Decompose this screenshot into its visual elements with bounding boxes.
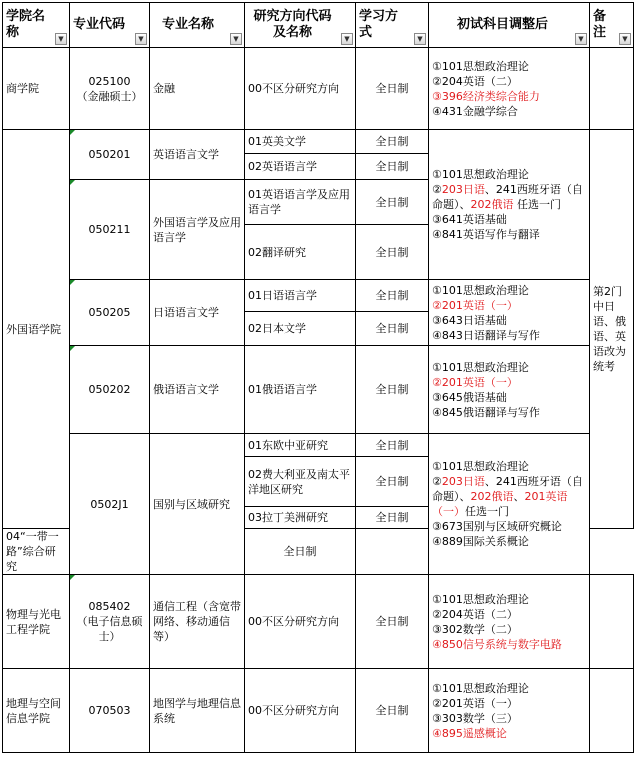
subject-changed: ④895遥感概论 — [432, 726, 507, 740]
subject-text: ①101思想政治理论 — [432, 681, 529, 695]
subject-text: ④845俄语翻译与写作 — [432, 405, 540, 419]
direction-cell: 01东欧中亚研究 — [245, 434, 356, 457]
code-cell: 050211 — [70, 180, 150, 280]
code-cell: 025100 （金融硕士） — [70, 48, 150, 130]
subject-text: ③302数学（二） — [432, 622, 518, 636]
corner-marker — [70, 346, 75, 351]
subject-line — [432, 74, 586, 89]
subject-text: ①101思想政治理论 — [432, 360, 529, 374]
major-cell: 俄语语言文学 — [150, 346, 245, 434]
subject-text: 任选一门 — [513, 198, 561, 211]
subject-text: ③643日语基础 — [432, 313, 507, 327]
subject-line — [432, 59, 586, 74]
header-direction[interactable]: 研究方向代码及名称 ▼ — [245, 3, 356, 48]
subject-line — [432, 390, 586, 405]
header-college[interactable]: 学院名称 ▼ — [3, 3, 70, 48]
direction-cell: 00不区分研究方向 — [245, 575, 356, 669]
header-remark[interactable]: 备注 ▼ — [590, 3, 634, 48]
code-cell: 050205 — [70, 280, 150, 346]
header-code[interactable]: 专业代码 ▼ — [70, 3, 150, 48]
code-cell: 085402 （电子信息硕士） — [70, 575, 150, 669]
subjects-cell — [429, 346, 590, 434]
table-row — [3, 280, 634, 312]
corner-marker — [70, 575, 75, 580]
subject-line — [432, 607, 586, 622]
college-cell: 外国语学院 — [3, 130, 70, 529]
direction-cell: 04“一带一路”综合研究 — [3, 529, 70, 575]
subject-changed: 203日语 — [441, 183, 485, 196]
corner-marker — [70, 130, 75, 135]
subject-text: ② — [432, 183, 442, 196]
subject-text: ③303数学（三） — [432, 711, 518, 725]
direction-cell: 02英语语言学 — [245, 154, 356, 180]
table-row — [3, 669, 634, 753]
mode-cell: 全日制 — [356, 575, 429, 669]
subject-line — [432, 212, 586, 227]
admission-table — [2, 2, 634, 753]
subjects-cell — [429, 48, 590, 130]
subject-text: ④889国际关系概论 — [432, 535, 529, 548]
major-cell: 金融 — [150, 48, 245, 130]
subject-text: ④841英语写作与翻译 — [432, 228, 540, 241]
subject-changed: ②201英语（一） — [432, 375, 518, 389]
subject-text: ②204英语（二） — [432, 607, 518, 621]
table-row — [3, 48, 634, 130]
table-row — [3, 346, 634, 434]
direction-cell: 01英语语言学及应用语言学 — [245, 180, 356, 225]
subjects-cell — [429, 434, 590, 575]
header-row — [3, 3, 634, 48]
direction-cell: 02翻译研究 — [245, 225, 356, 280]
remark-cell: 第2门中日语、俄语、英语改为统考 — [590, 130, 634, 529]
corner-marker — [70, 180, 75, 185]
subject-line — [432, 283, 586, 298]
subject-line — [432, 592, 586, 607]
code-cell: 050201 — [70, 130, 150, 180]
dropdown-arrow-icon[interactable]: ▼ — [135, 33, 147, 45]
subject-text: ①101思想政治理论 — [432, 460, 529, 473]
subjects-cell — [429, 575, 590, 669]
table-row — [3, 575, 634, 669]
subjects-cell — [429, 130, 590, 280]
code-cell: 070503 — [70, 669, 150, 753]
corner-marker — [70, 280, 75, 285]
subject-changed: ③396经济类综合能力 — [432, 89, 540, 103]
subject-text: 、241西班牙语（自命题）、 — [432, 475, 583, 503]
mode-cell: 全日制 — [356, 312, 429, 346]
mode-cell: 全日制 — [356, 669, 429, 753]
major-cell: 国别与区域研究 — [150, 434, 245, 575]
subject-line — [432, 298, 586, 313]
college-cell: 物理与光电工程学院 — [3, 575, 70, 669]
subject-line — [432, 360, 586, 375]
subject-changed: 202俄语 — [470, 198, 514, 211]
dropdown-arrow-icon[interactable]: ▼ — [575, 33, 587, 45]
subject-line — [432, 459, 586, 474]
subject-text: ①101思想政治理论 — [432, 592, 529, 606]
subject-line — [432, 474, 586, 519]
subject-changed: 203日语 — [441, 475, 485, 488]
major-cell: 地图学与地理信息系统 — [150, 669, 245, 753]
subject-line — [432, 711, 586, 726]
subject-line — [432, 637, 586, 652]
subjects-cell — [429, 280, 590, 346]
subject-line — [432, 313, 586, 328]
dropdown-arrow-icon[interactable]: ▼ — [230, 33, 242, 45]
mode-cell: 全日制 — [356, 180, 429, 225]
mode-cell: 全日制 — [356, 346, 429, 434]
subject-text: 、 — [513, 490, 525, 503]
subject-text: ③645俄语基础 — [432, 390, 507, 404]
subject-text: ②204英语（二） — [432, 74, 518, 88]
mode-cell: 全日制 — [356, 130, 429, 154]
subject-line — [432, 534, 586, 549]
subject-line — [432, 696, 586, 711]
subject-changed: ②201英语（一） — [432, 298, 518, 312]
subject-text: 、241西班牙语（自命题）、 — [432, 183, 583, 211]
major-cell: 英语语言文学 — [150, 130, 245, 180]
mode-cell: 全日制 — [356, 225, 429, 280]
subject-changed: 201英语（一） — [432, 490, 568, 518]
header-major[interactable]: 专业名称 ▼ — [150, 3, 245, 48]
subject-line — [432, 89, 586, 104]
code-cell: 050202 — [70, 346, 150, 434]
mode-cell: 全日制 — [245, 529, 356, 575]
direction-cell: 02费大利亚及南太平洋地区研究 — [245, 457, 356, 507]
subject-text: ①101思想政治理论 — [432, 59, 529, 73]
direction-cell: 01英美文学 — [245, 130, 356, 154]
subject-text: ② — [432, 475, 442, 488]
subject-line — [432, 182, 586, 212]
remark-cell — [590, 669, 634, 753]
subject-changed: 202俄语 — [470, 490, 514, 503]
direction-cell: 01日语语言学 — [245, 280, 356, 312]
dropdown-arrow-icon[interactable]: ▼ — [341, 33, 353, 45]
subject-line — [432, 622, 586, 637]
mode-cell: 全日制 — [356, 280, 429, 312]
subjects-cell — [429, 669, 590, 753]
major-cell: 外国语言学及应用语言学 — [150, 180, 245, 280]
direction-cell: 00不区分研究方向 — [245, 669, 356, 753]
subject-line — [432, 227, 586, 242]
mode-cell: 全日制 — [356, 48, 429, 130]
header-mode[interactable]: 学习方式 ▼ — [356, 3, 429, 48]
subject-text: 任选一门 — [465, 505, 509, 518]
subject-line — [432, 519, 586, 534]
mode-cell: 全日制 — [356, 154, 429, 180]
direction-cell: 03拉丁美洲研究 — [245, 507, 356, 529]
mode-cell: 全日制 — [356, 457, 429, 507]
major-cell: 通信工程（含宽带网络、移动通信等） — [150, 575, 245, 669]
subject-line — [432, 405, 586, 420]
subject-line — [432, 726, 586, 741]
code-cell: 0502J1 — [70, 434, 150, 575]
dropdown-arrow-icon[interactable]: ▼ — [414, 33, 426, 45]
subject-text: ③641英语基础 — [432, 213, 507, 226]
remark-cell — [590, 48, 634, 130]
dropdown-arrow-icon[interactable]: ▼ — [619, 33, 631, 45]
header-subjects[interactable]: 初试科目调整后 ▼ — [429, 3, 590, 48]
direction-cell: 02日本文学 — [245, 312, 356, 346]
subject-text: ③673国别与区域研究概论 — [432, 520, 562, 533]
subject-changed: ④850信号系统与数字电路 — [432, 637, 562, 651]
table-row — [3, 130, 634, 154]
subject-line — [432, 167, 586, 182]
subject-text: ④843日语翻译与写作 — [432, 328, 540, 342]
college-cell: 地理与空间信息学院 — [3, 669, 70, 753]
dropdown-arrow-icon[interactable]: ▼ — [55, 33, 67, 45]
mode-cell: 全日制 — [356, 434, 429, 457]
mode-cell: 全日制 — [356, 507, 429, 529]
subject-text: ①101思想政治理论 — [432, 283, 529, 297]
subject-line — [432, 104, 586, 119]
major-cell: 日语语言文学 — [150, 280, 245, 346]
college-cell: 商学院 — [3, 48, 70, 130]
table-row — [3, 434, 634, 457]
subject-text: ②201英语（一） — [432, 696, 518, 710]
remark-cell — [590, 575, 634, 669]
subject-line — [432, 328, 586, 343]
subject-line — [432, 681, 586, 696]
subject-line — [432, 375, 586, 390]
direction-cell: 01俄语语言学 — [245, 346, 356, 434]
subject-text: ①101思想政治理论 — [432, 168, 529, 181]
subject-text: ④431金融学综合 — [432, 104, 518, 118]
direction-cell: 00不区分研究方向 — [245, 48, 356, 130]
